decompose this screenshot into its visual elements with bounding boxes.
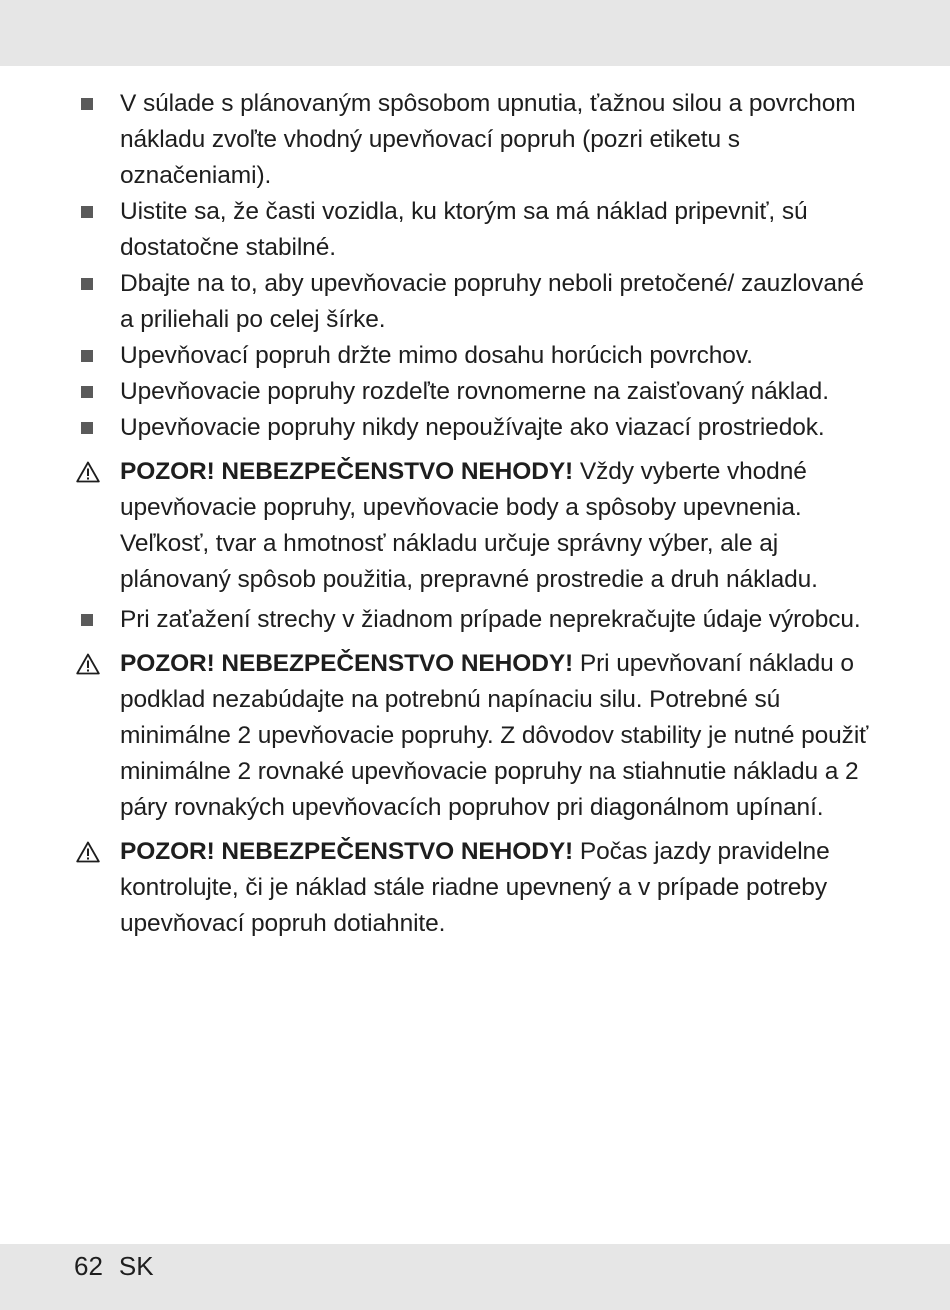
warning-triangle-icon [76, 653, 100, 675]
warning-title: POZOR! NEBEZPEČENSTVO NEHODY! [120, 838, 574, 865]
list-item [72, 410, 882, 446]
square-bullet-icon [81, 98, 93, 110]
list-item [72, 602, 882, 638]
list-item-text: Dbajte na to, aby upevňovacie popruhy neboli pretočené/ zauzlované a priliehali po celej šírke. [120, 270, 864, 333]
square-bullet-icon [81, 350, 93, 362]
list-item-text: Upevňovacie popruhy rozdeľte rovnomerne na zaisťovaný náklad. [120, 378, 829, 405]
list-item [72, 374, 882, 410]
warning-title: POZOR! NEBEZPEČENSTVO NEHODY! [120, 458, 574, 485]
warning-item [72, 834, 882, 942]
square-bullet-icon [81, 614, 93, 626]
list-item-text: V súlade s plánovaným spôsobom upnutia, ťažnou silou a povrchom nákladu zvoľte vhodný upevňovací popruh (pozri etiketu s označeniami). [120, 90, 856, 189]
list-item [72, 86, 882, 194]
list-item-text: Upevňovací popruh držte mimo dosahu horúcich povrchov. [120, 342, 753, 369]
warning-item [72, 646, 882, 826]
list-item [72, 266, 882, 338]
header-band [0, 0, 950, 66]
page-number: 62 [74, 1251, 103, 1281]
language-code: SK [118, 1251, 154, 1281]
list-item-text: Pri zaťažení strechy v žiadnom prípade neprekračujte údaje výrobcu. [120, 606, 861, 633]
warning-text: Vždy vyberte vhodné upevňovacie popruhy, upevňovacie body a spôsoby upevnenia. Veľkosť, tvar a hmotnosť nákladu určuje správny výber, ale aj plánovaný spôsob použitia, prepravné prostredie a druh nákladu. [120, 458, 818, 593]
warning-item [72, 454, 882, 598]
list-item-text: Uistite sa, že časti vozidla, ku ktorým sa má náklad pripevniť, sú dostatočne stabilné. [120, 198, 808, 261]
warning-text: Počas jazdy pravidelne kontrolujte, či je náklad stále riadne upevnený a v prípade potreby upevňovací popruh dotiahnite. [120, 838, 830, 937]
square-bullet-icon [81, 278, 93, 290]
warning-title: POZOR! NEBEZPEČENSTVO NEHODY! [120, 650, 574, 677]
list-item [72, 194, 882, 266]
instructions-list [72, 86, 882, 942]
warning-text: Pri upevňovaní nákladu o podklad nezabúdajte na potrebnú napínaciu silu. Potrebné sú minimálne 2 upevňovacie popruhy. Z dôvodov stability je nutné použiť minimálne 2 rovnaké upevňovacie popruhy na stiahnutie nákladu a 2 páry rovnakých upevňovacích popruhov pri diagonálnom upínaní. [120, 650, 869, 821]
warning-triangle-icon [76, 841, 100, 863]
square-bullet-icon [81, 206, 93, 218]
square-bullet-icon [81, 386, 93, 398]
square-bullet-icon [81, 422, 93, 434]
page-footer [74, 1249, 154, 1283]
list-item-text: Upevňovacie popruhy nikdy nepoužívajte ako viazací prostriedok. [120, 414, 825, 441]
warning-triangle-icon [76, 461, 100, 483]
list-item [72, 338, 882, 374]
